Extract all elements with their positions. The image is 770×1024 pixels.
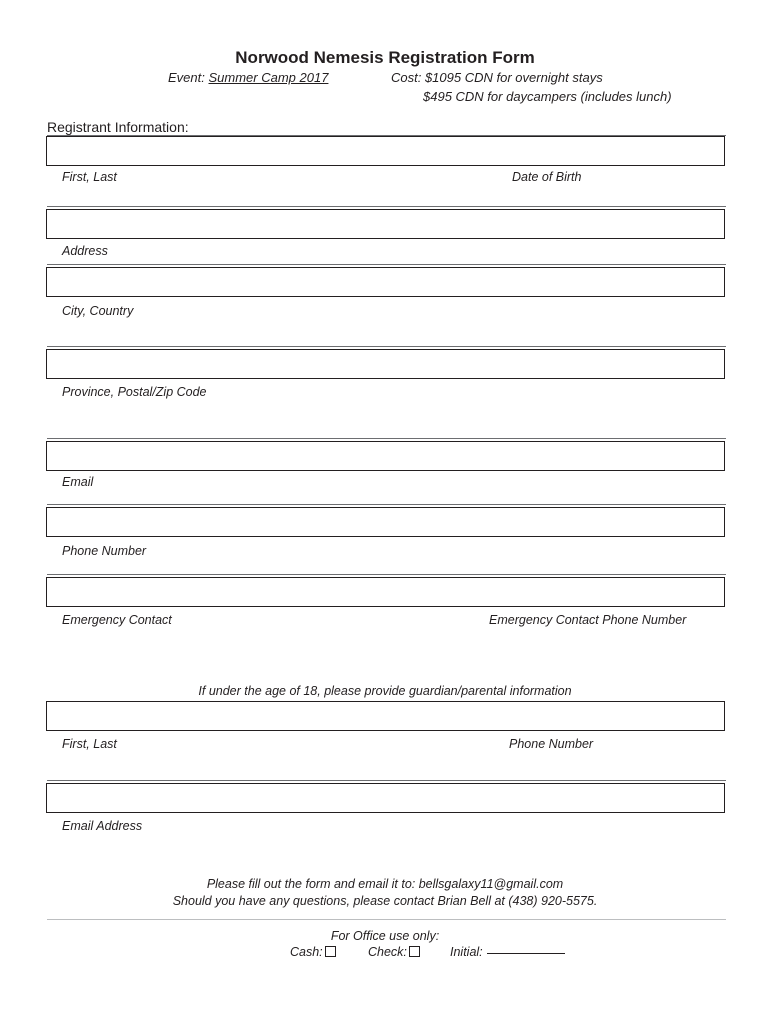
phone-input[interactable]	[46, 507, 725, 537]
footer-contact: Should you have any questions, please contact Brian Bell at (438) 920-5575.	[172, 894, 598, 908]
office-use-title: For Office use only:	[330, 929, 440, 943]
cash-field	[290, 945, 336, 959]
cash-label: Cash:	[290, 945, 323, 959]
event-line	[168, 70, 328, 85]
emergency-contact-label: Emergency Contact	[62, 613, 172, 627]
check-checkbox[interactable]	[409, 946, 420, 957]
divider	[47, 438, 726, 439]
guardian-note: If under the age of 18, please provide guardian/parental information	[198, 684, 572, 698]
guardian-email-label: Email Address	[62, 819, 143, 833]
email-input[interactable]	[46, 441, 725, 471]
event-label: Event:	[168, 70, 205, 85]
address-input[interactable]	[46, 209, 725, 239]
province-postal-label: Province, Postal/Zip Code	[62, 385, 207, 399]
divider	[47, 504, 726, 505]
email-label: Email	[62, 475, 94, 489]
guardian-first-last-input[interactable]	[46, 701, 725, 731]
emergency-contact-input[interactable]	[46, 577, 725, 607]
cost-line-1: Cost: $1095 CDN for overnight stays	[391, 70, 603, 85]
first-last-input[interactable]	[46, 136, 725, 166]
divider	[47, 780, 726, 781]
province-postal-input[interactable]	[46, 349, 725, 379]
dob-label: Date of Birth	[512, 170, 582, 184]
first-last-label: First, Last	[62, 170, 117, 184]
phone-label: Phone Number	[62, 544, 147, 558]
footer-instruction: Please fill out the form and email it to: bellsgalaxy11@gmail.com	[206, 877, 564, 891]
city-country-input[interactable]	[46, 267, 725, 297]
cost-line-2: $495 CDN for daycampers (includes lunch)	[423, 89, 672, 104]
check-label: Check:	[368, 945, 407, 959]
city-country-label: City, Country	[62, 304, 134, 318]
footer-divider	[47, 919, 726, 920]
check-field	[368, 945, 420, 959]
divider	[47, 206, 726, 207]
guardian-email-input[interactable]	[46, 783, 725, 813]
divider	[47, 264, 726, 265]
divider	[47, 574, 726, 575]
initial-line[interactable]	[487, 952, 565, 954]
guardian-first-last-label: First, Last	[62, 737, 117, 751]
divider	[47, 346, 726, 347]
section-title: Registrant Information:	[47, 119, 189, 135]
cash-checkbox[interactable]	[325, 946, 336, 957]
initial-field	[450, 945, 565, 959]
guardian-phone-label: Phone Number	[509, 737, 594, 751]
address-label: Address	[62, 244, 108, 258]
initial-label: Initial:	[450, 945, 483, 959]
event-value: Summer Camp 2017	[208, 70, 329, 85]
emergency-phone-label: Emergency Contact Phone Number	[489, 613, 687, 627]
form-title: Norwood Nemesis Registration Form	[235, 48, 535, 67]
